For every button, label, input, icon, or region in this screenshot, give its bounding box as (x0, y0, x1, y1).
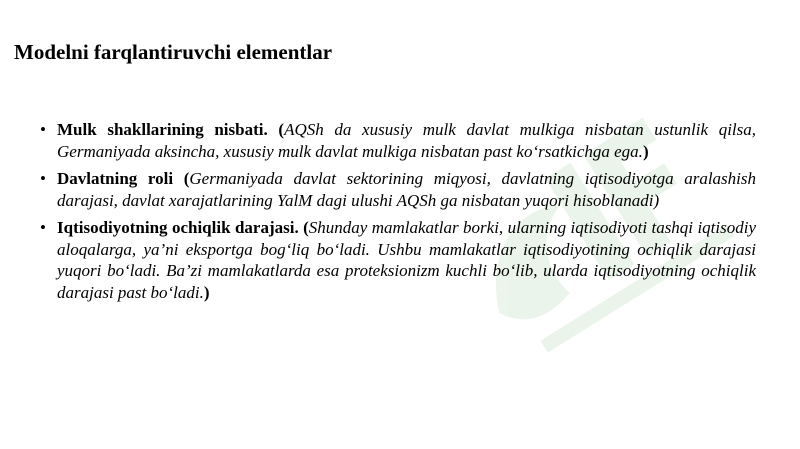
bullet-item-state-role (40, 168, 756, 211)
bullet-list (40, 119, 756, 309)
bullet-description: AQSh da xususiy mulk davlat mulkiga nisbatan ustunlik qilsa, Germaniyada aksincha, xususiy mulk davlat mulkiga nisbatan past ko‘rsatkichga ega. (57, 120, 757, 161)
bullet-marker: • (40, 169, 46, 188)
bullet-marker: • (40, 218, 46, 237)
bullet-lead: Mulk shakllarining nisbati. (57, 120, 268, 139)
slide-title: Modelni farqlantiruvchi elementlar (14, 40, 333, 64)
bullet-lead: Iqtisodiyotning ochiqlik darajasi. (57, 218, 299, 237)
bullet-open-paren: ( (298, 218, 309, 237)
bullet-close-paren: ) (203, 282, 210, 302)
bullet-item-openness (40, 217, 756, 303)
bullet-marker: • (40, 120, 46, 139)
bullet-lead: Davlatning roli (57, 169, 174, 188)
bullet-description: Shunday mamlakatlar borki, ularning iqtisodiyoti tashqi iqtisodiy aloqalarga, ya’ni eksportga bog‘liq bo‘ladi. Ushbu mamlakatlar iqtisodiyotining ochiqlik darajasi yuqori bo‘ladi. Ba’zi mamlakatlarda esa proteksionizm kuchli bo‘lib, ularda iqtisodiyotning ochiqlik darajasi past bo‘ladi. (57, 218, 756, 302)
bullet-close-paren: ) (653, 190, 660, 210)
bullet-item-ownership (40, 119, 756, 162)
bullet-description: Germaniyada davlat sektorining miqyosi, davlatning iqtisodiyotga aralashish darajasi, davlat xarajatlarining YalM dagi ulushi AQSh ga nisbatan yuqori hisoblanadi (57, 169, 756, 210)
bullet-open-paren: ( (173, 169, 190, 188)
bullet-close-paren: ) (642, 141, 649, 161)
bullet-open-paren: ( (267, 120, 285, 139)
